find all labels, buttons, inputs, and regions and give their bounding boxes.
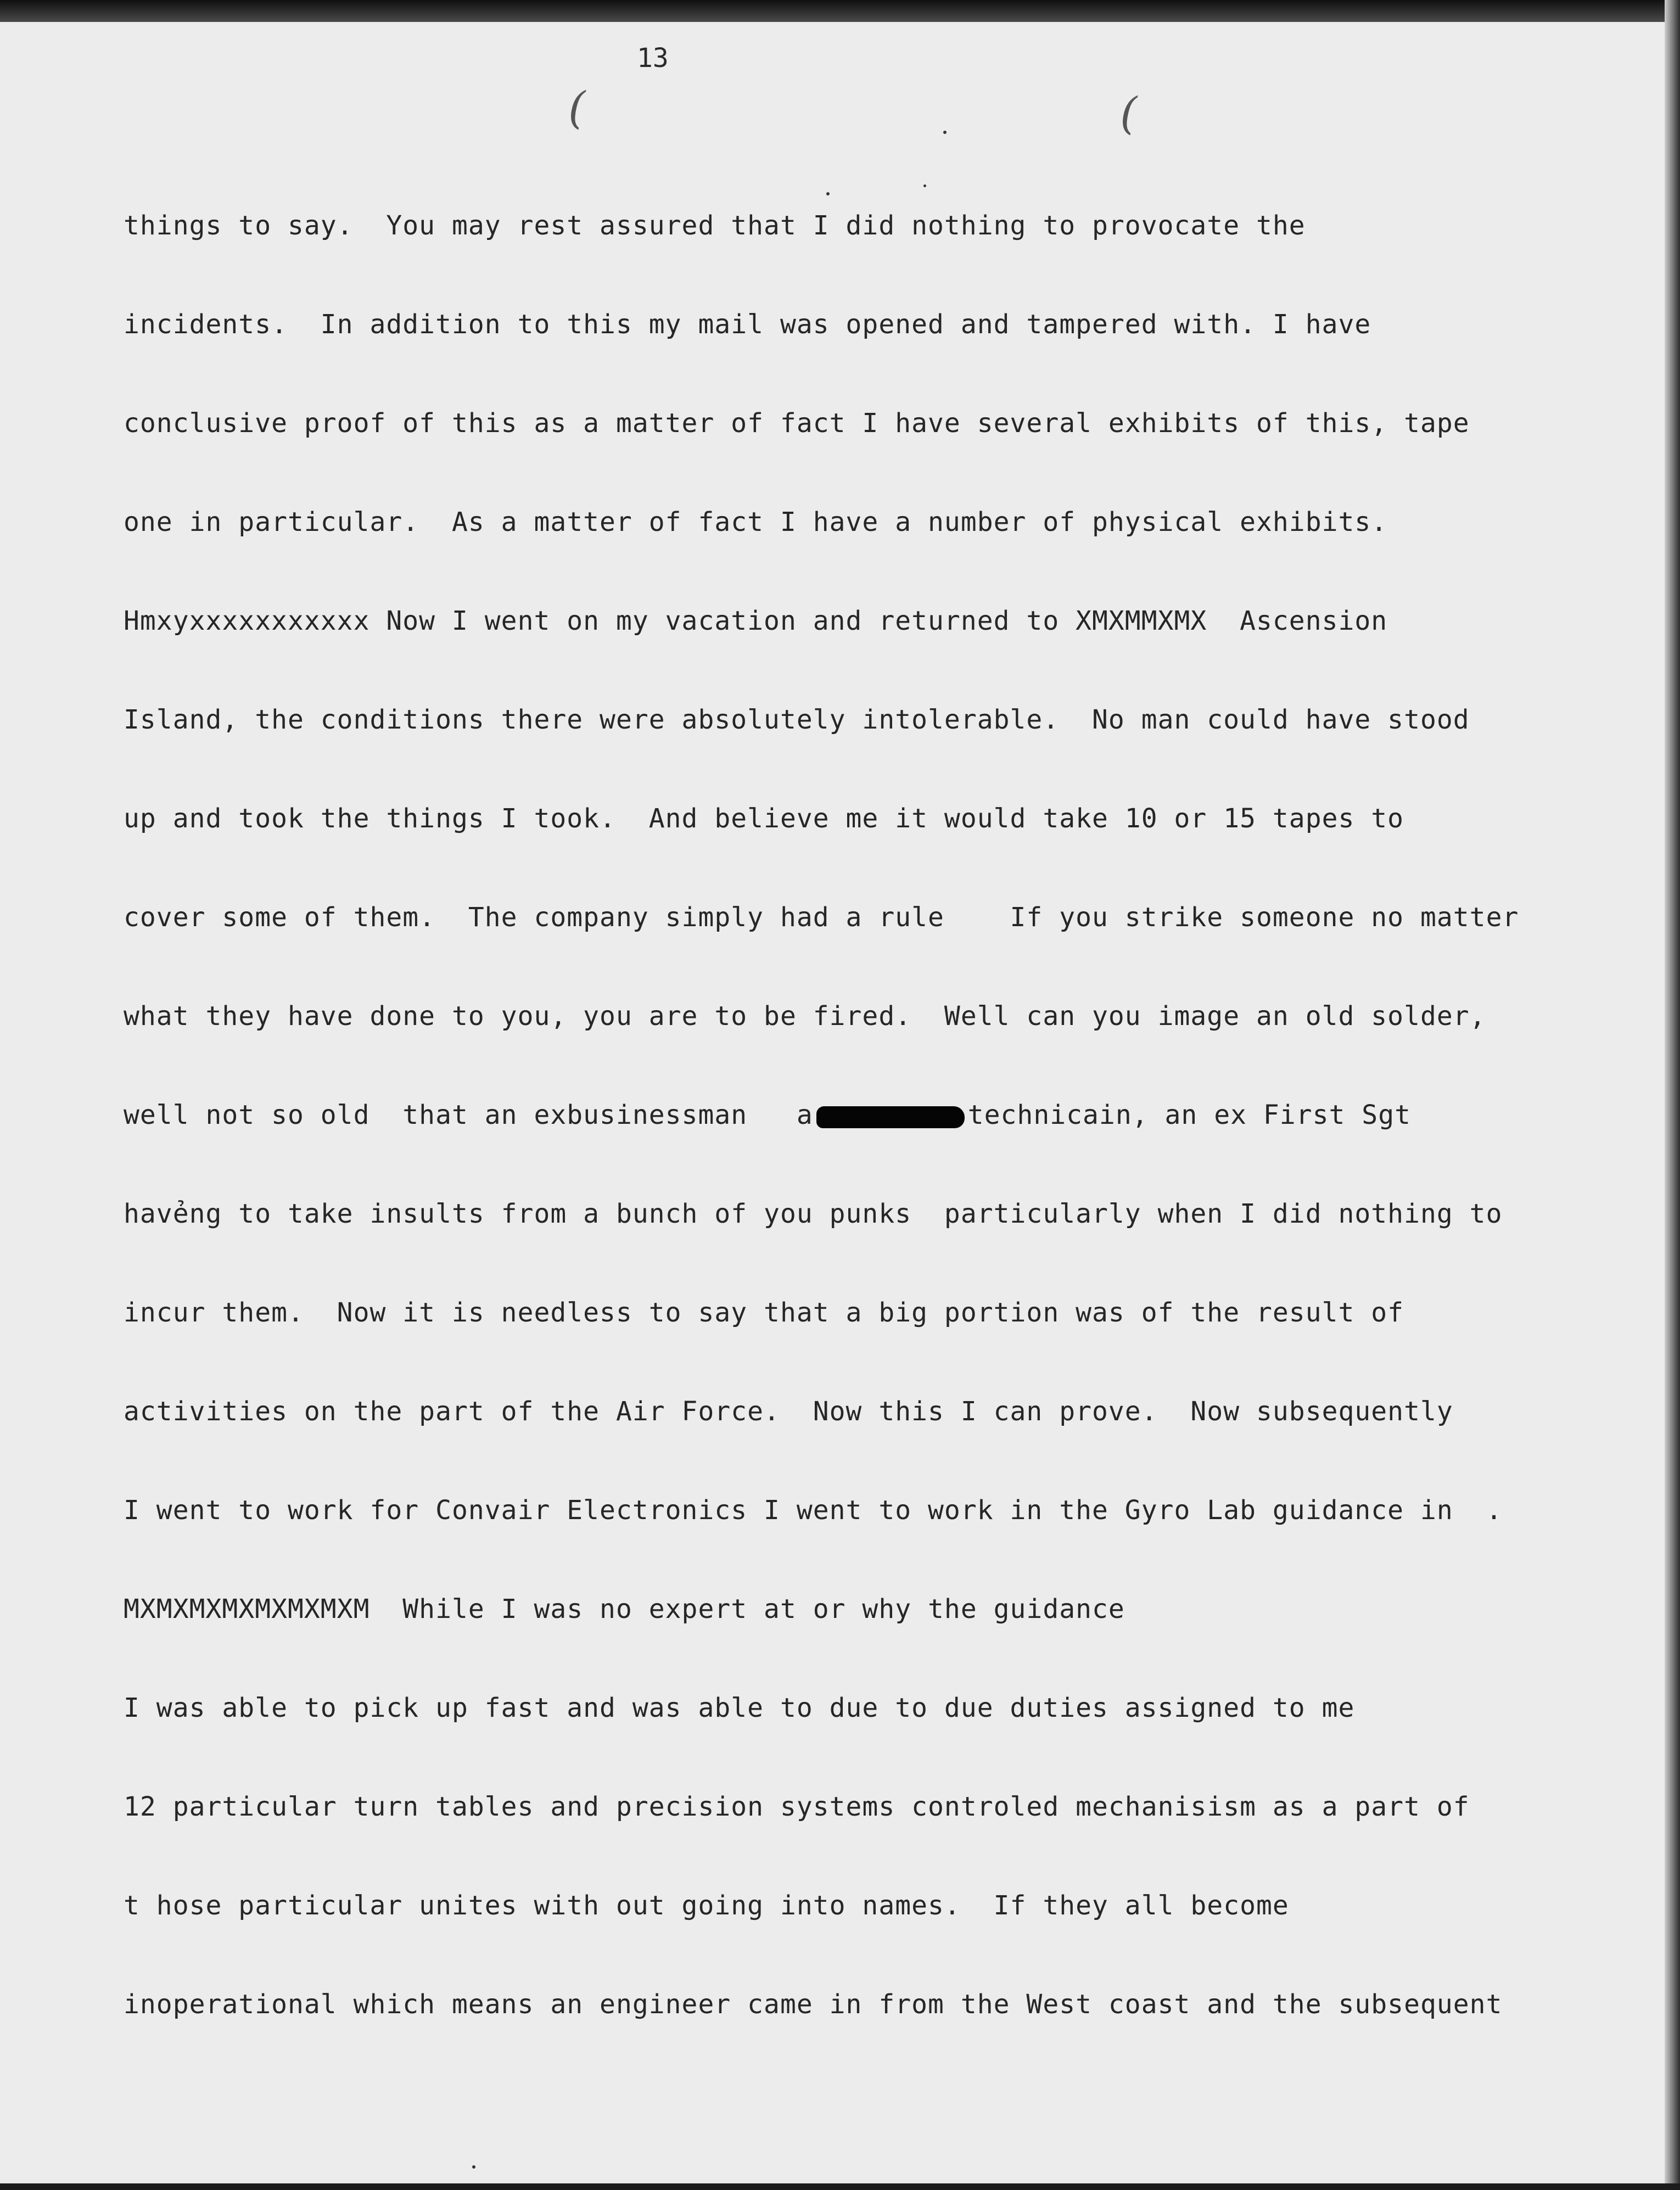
text-line: one in particular. As a matter of fact I have a number of physical exhibits. [124,507,1388,537]
redaction-mark [816,1106,965,1128]
scan-speck [472,2165,475,2169]
text-line: I went to work for Convair Electronics I went to work in the Gyro Lab guidance in . [124,1495,1503,1526]
scan-right-edge [1665,0,1680,2190]
text-line: conclusive proof of this as a matter of fact I have several exhibits of this, tape [124,408,1470,439]
text-line: what they have done to you, you are to be fired. Well can you image an old solder, [124,1001,1486,1032]
text-line: up and took the things I took. And believe me it would take 10 or 15 tapes to [124,803,1404,834]
page-number: 13 [637,43,669,74]
text-line: things to say. You may rest assured that I did nothing to provocate the [124,210,1306,241]
text-line-after-redaction: technicain, an ex First Sgt [967,1100,1411,1130]
text-line: MXMXMXMXMXMXMXM While I was no expert at or why the guidance [124,1594,1125,1625]
text-line: Island, the conditions there were absolutely intolerable. No man could have stood [124,704,1470,735]
text-line-redacted [124,1090,1650,1189]
scan-top-edge [0,0,1680,22]
scan-bottom-edge [0,2183,1680,2190]
text-line: Hmxyxxxxxxxxxxx Now I went on my vacation and returned to XMXMMXMX Ascension [124,606,1388,636]
text-line: cover some of them. The company simply had a rule If you strike someone no matter [124,902,1519,933]
text-line: havẻng to take insults from a bunch of you punks particularly when I did nothing to [124,1198,1503,1229]
scan-speck [826,192,830,195]
typed-body-text [124,201,1650,2079]
scan-speck [943,131,947,134]
text-line: activities on the part of the Air Force. Now this I can prove. Now subsequently [124,1396,1453,1427]
right-punch-mark: ( [1120,88,1138,139]
text-line: 12 particular turn tables and precision systems controled mechanisism as a part of [124,1791,1470,1822]
text-line-before-redaction: well not so old that an exbusinessman a [124,1100,813,1130]
text-line: inoperational which means an engineer came in from the West coast and the subsequent [124,1989,1503,2020]
text-line: t hose particular unites with out going into names. If they all become [124,1890,1289,1921]
text-line: incur them. Now it is needless to say that a big portion was of the result of [124,1297,1404,1328]
text-line: I was able to pick up fast and was able to due to due duties assigned to me [124,1693,1355,1723]
scan-speck [923,184,926,187]
text-line: incidents. In addition to this my mail was opened and tampered with. I have [124,309,1371,340]
left-punch-mark: ( [568,82,586,133]
